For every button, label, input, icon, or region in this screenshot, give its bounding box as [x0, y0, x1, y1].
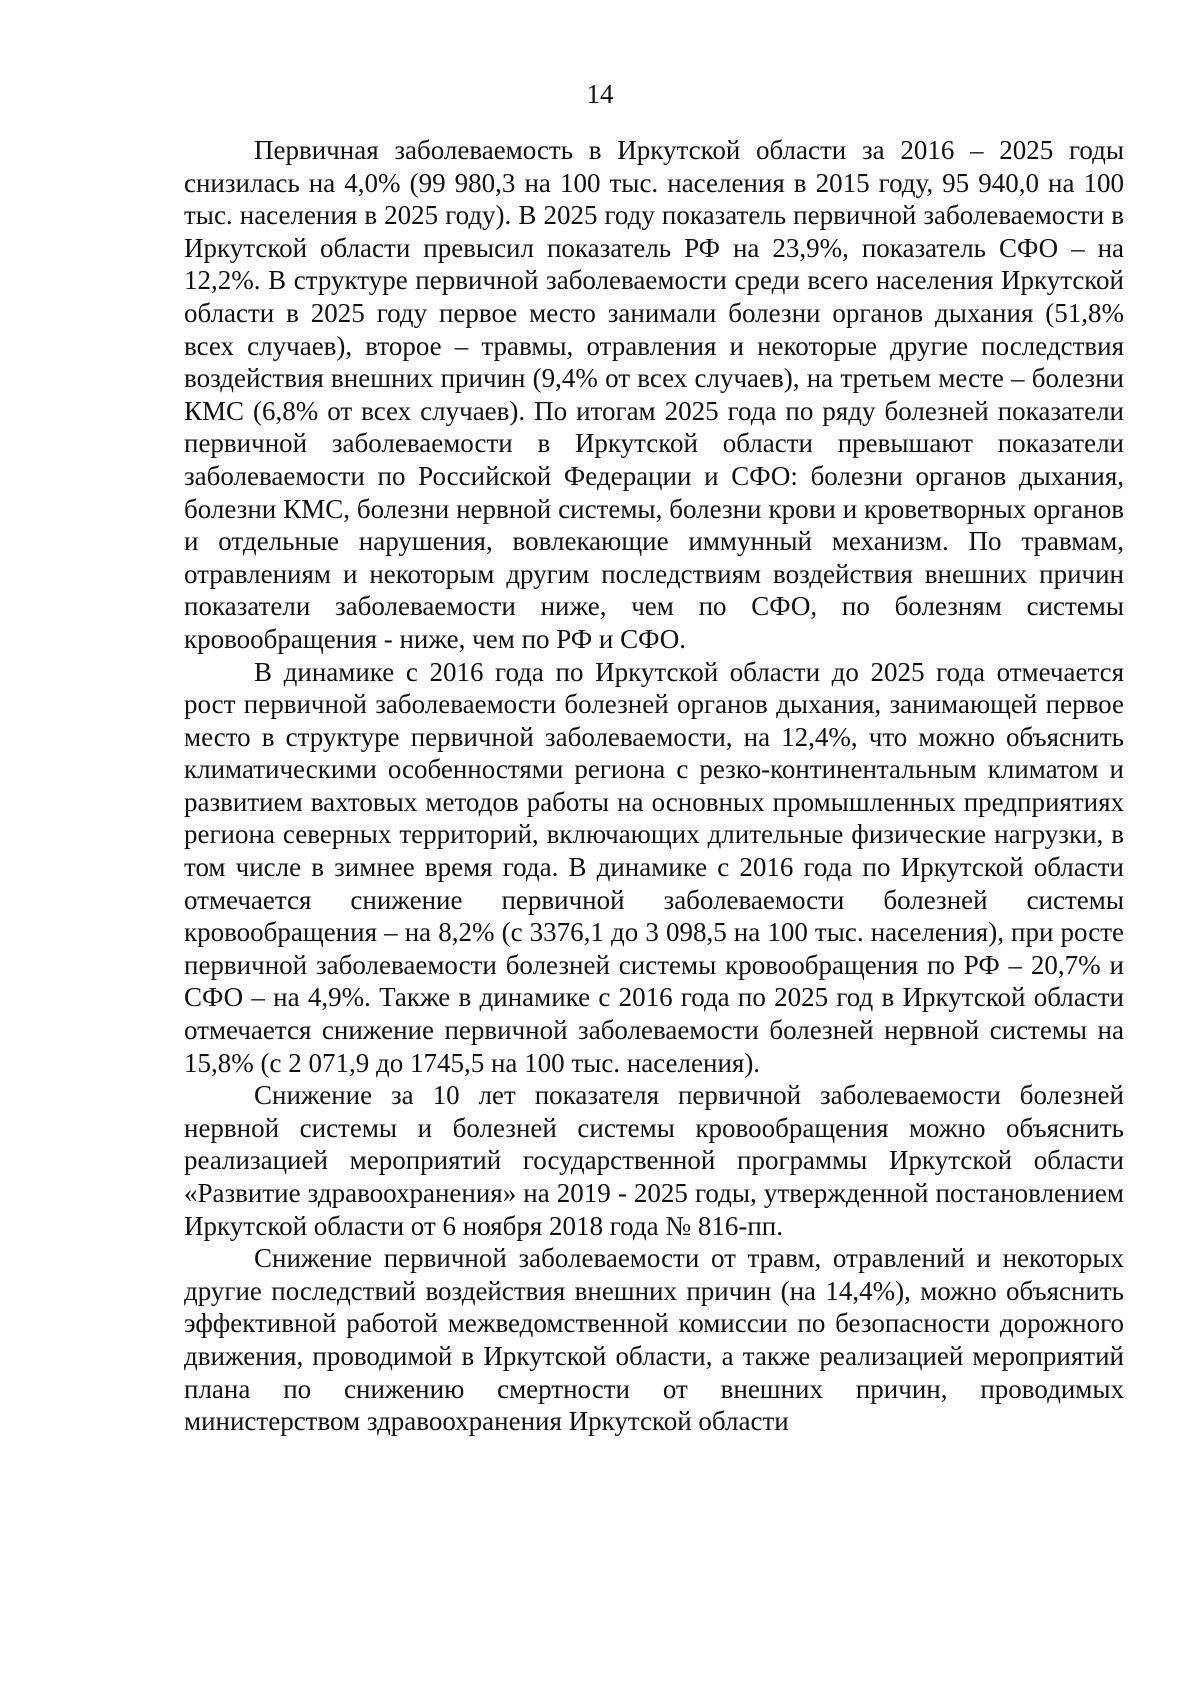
paragraph-ten-year-decline: Снижение за 10 лет показателя первичной заболеваемости болезней нервной системы и болезней системы кровообращения можно объяснить реализацией мероприятий государственной программы Иркутской области «Развитие здравоохранения» на 2019 - 2025 годы, утвержденной постановлением Иркутской области от 6 ноября 2018 года № 816-пп. [184, 1080, 1124, 1241]
paragraph-primary-morbidity: Первичная заболеваемость в Иркутской области за 2016 – 2025 годы снизилась на 4,0% (99 980,3 на 100 тыс. населения в 2015 году, 95 940,0 на 100 тыс. населения в 2025 году). В 2025 году показатель первичной заболеваемости в Иркутской области превысил показатель РФ на 23,9%, показатель СФО – на 12,2%. В структуре первичной заболеваемости среди всего населения Иркутской области в 2025 году первое место занимали болезни органов дыхания (51,8% всех случаев), второе – травмы, отравления и некоторые другие последствия воздействия внешних причин (9,4% от всех случаев), на третьем месте – болезни КМС (6,8% от всех случаев). По итогам 2025 года по ряду болезней показатели первичной заболеваемости в Иркутской области превышают показатели заболеваемости по Российской Федерации и СФО: болезни органов дыхания, болезни КМС, болезни нервной системы, болезни крови и кроветворных органов и отдельные нарушения, вовлекающие иммунный механизм. По травмам, отравлениям и некоторым другим последствиям воздействия внешних причин показатели заболеваемости ниже, чем по СФО, по болезням системы кровообращения - ниже, чем по РФ и СФО. [184, 135, 1124, 654]
paragraph-dynamics: В динамике с 2016 года по Иркутской области до 2025 года отмечается рост первичной заболеваемости болезней органов дыхания, занимающей первое место в структуре первичной заболеваемости, на 12,4%, что можно объяснить климатическими особенностями региона с резко-континентальным климатом и развитием вахтовых методов работы на основных промышленных предприятиях региона северных территорий, включающих длительные физические нагрузки, в том числе в зимнее время года. В динамике с 2016 года по Иркутской области отмечается снижение первичной заболеваемости болезней системы кровообращения – на 8,2% (с 3376,1 до 3 098,5 на 100 тыс. населения), при росте первичной заболеваемости болезней системы кровообращения по РФ – 20,7% и СФО – на 4,9%. Также в динамике с 2016 года по 2025 год в Иркутской области отмечается снижение первичной заболеваемости болезней нервной системы на 15,8% (с 2 071,9 до 1745,5 на 100 тыс. населения). [184, 656, 1124, 1078]
paragraph-injuries-decline: Снижение первичной заболеваемости от травм, отравлений и некоторых другие последствий воздействия внешних причин (на 14,4%), можно объяснить эффективной работой межведомственной комиссии по безопасности дорожного движения, проводимой в Иркутской области, а также реализацией мероприятий плана по снижению смертности от внешних причин, проводимых министерством здравоохранения Иркутской области [184, 1243, 1124, 1437]
body-text [184, 134, 1124, 1438]
page-number: 14 [586, 79, 614, 109]
